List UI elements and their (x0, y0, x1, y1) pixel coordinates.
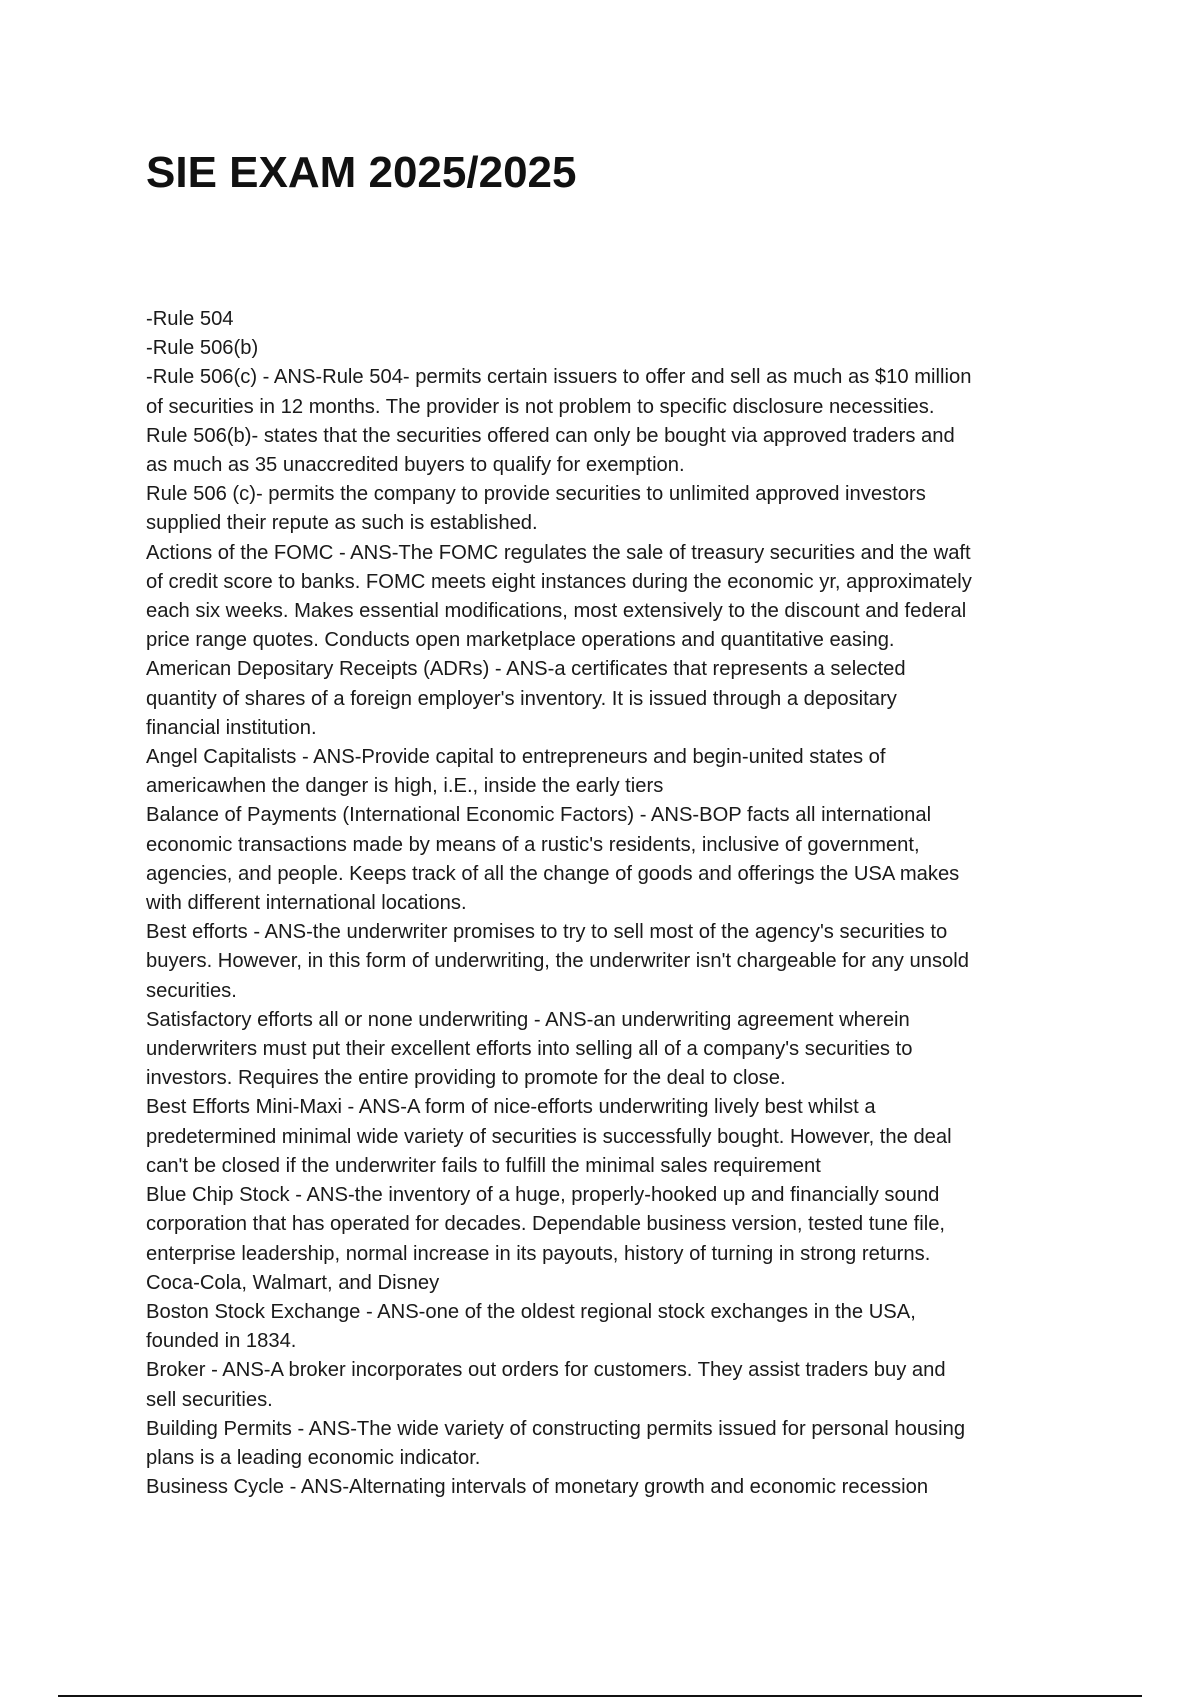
body-line: supplied their repute as such is established. (146, 512, 538, 535)
body-line: as much as 35 unaccredited buyers to qualify for exemption. (146, 454, 685, 477)
document-body (146, 305, 1076, 1502)
body-line: price range quotes. Conducts open marketplace operations and quantitative easing. (146, 629, 895, 652)
body-line: Rule 506 (c)- permits the company to provide securities to unlimited approved investors (146, 483, 926, 506)
body-line: predetermined minimal wide variety of securities is successfully bought. However, the deal (146, 1125, 952, 1148)
body-line: Broker - ANS-A broker incorporates out orders for customers. They assist traders buy and (146, 1359, 946, 1382)
body-line: Actions of the FOMC - ANS-The FOMC regulates the sale of treasury securities and the waft (146, 541, 971, 564)
body-line: American Depositary Receipts (ADRs) - ANS-a certificates that represents a selected (146, 658, 906, 681)
body-line: -Rule 506(b) (146, 337, 259, 360)
body-line: buyers. However, in this form of underwriting, the underwriter isn't chargeable for any unsold (146, 950, 969, 973)
body-line: Balance of Payments (International Economic Factors) - ANS-BOP facts all international (146, 804, 932, 827)
body-line: Best efforts - ANS-the underwriter promises to try to sell most of the agency's securities to (146, 921, 948, 944)
body-line: each six weeks. Makes essential modifications, most extensively to the discount and federal (146, 600, 967, 623)
body-line: plans is a leading economic indicator. (146, 1446, 481, 1469)
body-line: quantity of shares of a foreign employer's inventory. It is issued through a depositary (146, 687, 897, 710)
body-line: Angel Capitalists - ANS-Provide capital to entrepreneurs and begin-united states of (146, 746, 886, 769)
body-line: underwriters must put their excellent efforts into selling all of a company's securities to (146, 1038, 913, 1061)
body-line: agencies, and people. Keeps track of all the change of goods and offerings the USA makes (146, 862, 960, 885)
body-line: sell securities. (146, 1388, 273, 1411)
body-line: of securities in 12 months. The provider is not problem to specific disclosure necessities. (146, 395, 935, 418)
body-line: Satisfactory efforts all or none underwriting - ANS-an underwriting agreement wherein (146, 1008, 910, 1031)
body-line: -Rule 504 (146, 308, 234, 330)
body-line: securities. (146, 979, 237, 1002)
body-line: Business Cycle - ANS-Alternating intervals of monetary growth and economic recession (146, 1476, 929, 1499)
body-line: of credit score to banks. FOMC meets eight instances during the economic yr, approximately (146, 570, 972, 593)
body-line: can't be closed if the underwriter fails to fulfill the minimal sales requirement (146, 1154, 821, 1177)
body-line: founded in 1834. (146, 1330, 297, 1353)
footer-divider (58, 1695, 1142, 1697)
body-line: Building Permits - ANS-The wide variety of constructing permits issued for personal housing (146, 1417, 966, 1440)
body-line: americawhen the danger is high, i.E., inside the early tiers (146, 775, 664, 798)
body-line: Blue Chip Stock - ANS-the inventory of a huge, properly-hooked up and financially sound (146, 1184, 940, 1207)
body-line: with different international locations. (146, 892, 467, 915)
body-line: Best Efforts Mini-Maxi - ANS-A form of nice-efforts underwriting lively best whilst a (146, 1096, 876, 1119)
body-line: Boston Stock Exchange - ANS-one of the oldest regional stock exchanges in the USA, (146, 1300, 916, 1323)
body-line: investors. Requires the entire providing to promote for the deal to close. (146, 1067, 786, 1090)
body-line: financial institution. (146, 716, 317, 739)
body-line: Coca-Cola, Walmart, and Disney (146, 1271, 440, 1294)
body-line: corporation that has operated for decades. Dependable business version, tested tune file, (146, 1213, 946, 1236)
body-line: economic transactions made by means of a rustic's residents, inclusive of government, (146, 833, 920, 856)
body-line: -Rule 506(c) - ANS-Rule 504- permits certain issuers to offer and sell as much as $10 million (146, 366, 972, 389)
body-line: Rule 506(b)- states that the securities offered can only be bought via approved traders and (146, 424, 955, 447)
document-title: SIE EXAM 2025/2025 (146, 148, 577, 197)
body-line: enterprise leadership, normal increase in its payouts, history of turning in strong returns. (146, 1242, 931, 1265)
